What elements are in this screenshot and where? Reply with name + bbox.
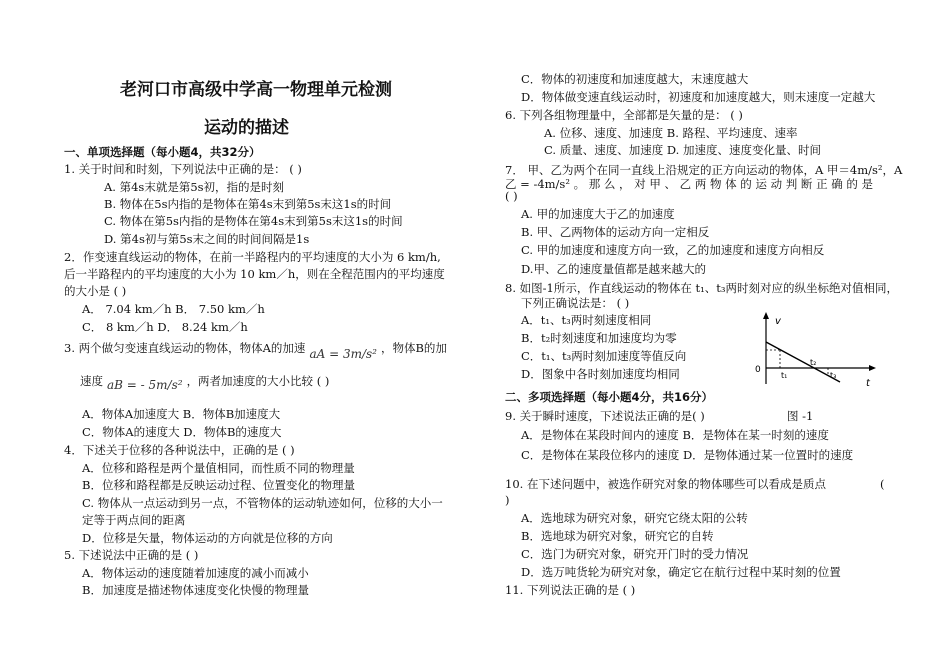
- q7-line-3: ( ): [505, 189, 518, 203]
- q5-stem: 5. 下述说法中正确的是 ( ): [64, 548, 199, 562]
- q10-option-a: A．选地球为研究对象，研究它绕太阳的公转: [521, 511, 748, 525]
- section-single-choice: 一、单项选择题（每小题4，共32分）: [64, 145, 261, 159]
- q5-option-a: A．物体运动的速度随着加速度的减小而减小: [82, 566, 309, 580]
- t-axis-label: t: [866, 378, 870, 389]
- q1-option-b: B. 物体在5s内指的是物体在第4s末到第5s末这1s的时间: [104, 197, 392, 211]
- unit-subtitle: 运动的描述: [204, 118, 289, 138]
- q1-option-a: A. 第4s末就是第5s初，指的是时刻: [104, 180, 285, 194]
- t2-label: t₂: [810, 358, 817, 367]
- q3-text-1b: ，物体B的加: [380, 341, 447, 355]
- q10-option-d: D．选万吨货轮为研究对象，确定它在航行过程中某时刻的位置: [521, 565, 841, 579]
- t-axis-arrow: [869, 365, 876, 371]
- q5-option-c: C．物体的初速度和加速度越大，末速度越大: [521, 72, 749, 86]
- t3-label: t₃: [830, 371, 837, 380]
- q2-line-3: 的大小是 ( ): [64, 284, 127, 298]
- q1-option-c: C. 物体在第5s内指的是物体在第4s末到第5s末这1s的时间: [104, 214, 403, 228]
- q5-option-d: D．物体做变速直线运动时，初速度和加速度越大，则末速度一定越大: [521, 90, 876, 104]
- q7-option-b: B. 甲、乙两物体的运动方向一定相反: [521, 225, 710, 239]
- q1-option-d: D. 第4s初与第5s末之间的时间间隔是1s: [104, 232, 310, 246]
- q4-option-d: D．位移是矢量，物体运动的方向就是位移的方向: [82, 531, 333, 545]
- q7-option-d: D.甲、乙的速度量值都是越来越大的: [521, 262, 706, 276]
- q6-stem: 6. 下列各组物理量中，全部都是矢量的是： ( ): [505, 108, 743, 122]
- q5-option-b: B．加速度是描述物体速度变化快慢的物理量: [82, 583, 309, 597]
- q8-option-b: B．t₂时刻速度和加速度均为零: [521, 331, 677, 345]
- q10-paren-open: (: [880, 477, 885, 491]
- figure-caption: 图 -1: [787, 409, 814, 423]
- q2-options-cd: C． 8 km／h D． 8.24 km／h: [82, 320, 248, 334]
- q3-formula-b: aB = - 5m/s²: [107, 378, 183, 392]
- origin-label: 0: [755, 365, 761, 375]
- q3-line-1: [64, 341, 447, 361]
- q8-option-c: C．t₁、t₃两时刻加速度等值反向: [521, 349, 687, 363]
- q3-text-2b: ，两者加速度的大小比较 ( ): [186, 374, 330, 388]
- q8-line-1: 8. 如图-1所示，作直线运动的物体在 t₁、t₃两时刻对应的纵坐标绝对值相同，: [505, 281, 898, 295]
- q10-option-c: C．选门为研究对象，研究开门时的受力情况: [521, 547, 749, 561]
- q2-line-2: 后一半路程内的平均速度的大小为 10 km／h，则在全程范围内的平均速度: [64, 267, 445, 281]
- q8-line-2: 下列正确说法是： ( ): [521, 296, 630, 310]
- q6-options-ab: A. 位移、速度、加速度 B. 路程、平均速度、速率: [544, 126, 798, 140]
- section-multiple-choice: 二、多项选择题（每小题4分，共16分）: [505, 390, 714, 404]
- q4-stem: 4．下述关于位移的各种说法中，正确的是 ( ): [64, 443, 295, 457]
- q8-option-a: A．t₁、t₃两时刻速度相同: [521, 313, 652, 327]
- t1-label: t₁: [781, 371, 788, 380]
- q6-options-cd: C. 质量、速度、加速度 D. 加速度、速度变化量、时间: [544, 143, 821, 157]
- q7-line-2: 乙 = -4m/s² 。 那 么 ， 对 甲 、 乙 两 物 体 的 运 动 判 断 正 确 的 是: [505, 177, 874, 191]
- q3-options-ab: A．物体A加速度大 B．物体B加速度大: [82, 407, 281, 421]
- q8-option-d: D．图象中各时刻加速度均相同: [521, 367, 680, 381]
- v-axis-label: v: [775, 316, 781, 327]
- q9-options-cd: C．是物体在某段位移内的速度 D．是物体通过某一位置时的速度: [521, 448, 854, 462]
- q11-stem: 11. 下列说法正确的是 ( ): [505, 583, 636, 597]
- q4-option-a: A．位移和路程是两个量值相同，而性质不同的物理量: [82, 461, 355, 475]
- q2-options-ab: A． 7.04 km／h B． 7.50 km／h: [82, 302, 265, 316]
- q3-options-cd: C．物体A的速度大 D．物体B的速度大: [82, 425, 282, 439]
- q3-line-2: [80, 374, 330, 392]
- q10-option-b: B．选地球为研究对象，研究它的自转: [521, 529, 714, 543]
- q7-option-c: C. 甲的加速度和速度方向一致，乙的加速度和速度方向相反: [521, 243, 825, 257]
- q4-option-c-line-2: 定等于两点间的距离: [82, 513, 186, 527]
- q10-line-2: ): [505, 493, 510, 507]
- q9-stem: 9. 关于瞬时速度，下述说法正确的是( ): [505, 409, 705, 423]
- q1-stem: 1. 关于时间和时刻，下列说法中正确的是： ( ): [64, 162, 302, 176]
- velocity-time-graph: [750, 310, 880, 390]
- page-title: 老河口市高级中学高一物理单元检测: [120, 80, 392, 100]
- q4-option-c-line-1: C. 物体从一点运动到另一点，不管物体的运动轨迹如何，位移的大小一: [82, 496, 443, 510]
- q3-formula-a: aA = 3m/s²: [309, 347, 377, 361]
- q10-line-1: 10. 在下述问题中，被选作研究对象的物体哪些可以看成是质点: [505, 477, 826, 491]
- q3-text-2a: 速度: [80, 374, 103, 388]
- q2-line-1: 2．作变速直线运动的物体，在前一半路程内的平均速度的大小为 6 km/h,: [64, 250, 441, 264]
- q7-option-a: A. 甲的加速度大于乙的加速度: [521, 207, 675, 221]
- v-axis-arrow: [763, 312, 769, 319]
- q4-option-b: B．位移和路程都是反映运动过程、位置变化的物理量: [82, 478, 355, 492]
- velocity-line: [766, 342, 840, 382]
- q9-options-ab: A．是物体在某段时间内的速度 B．是物体在某一时刻的速度: [521, 428, 829, 442]
- q3-text-1a: 3. 两个做匀变速直线运动的物体，物体A的加速: [64, 341, 306, 355]
- q7-line-1: 7． 甲、乙为两个在同一直线上沿规定的正方向运动的物体，A 甲＝4m/s²，A: [505, 163, 903, 177]
